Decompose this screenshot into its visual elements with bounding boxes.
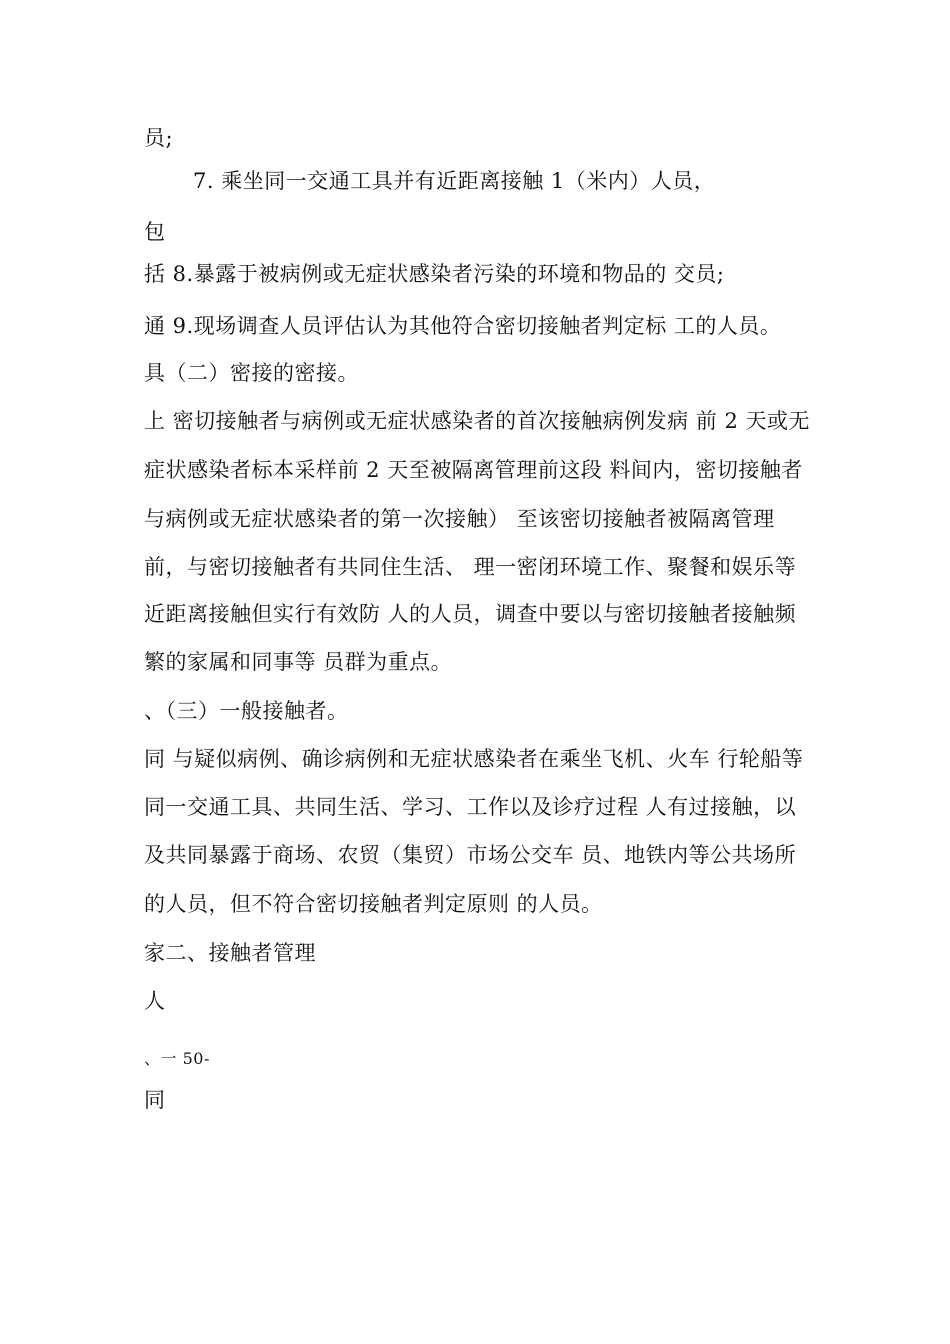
text-line-13: 、（三）一般接触者。	[144, 699, 349, 723]
text-line-6: 具（二）密接的密接。	[144, 361, 359, 385]
text-line-5: 通 9.现场调查人员评估认为其他符合密切接触者判定标 工的人员。	[144, 314, 782, 338]
text-line-18: 家二、接触者管理	[144, 941, 316, 965]
page-number-line: 、一 50-	[144, 1049, 210, 1068]
text-line-19: 人	[144, 989, 166, 1013]
text-line-12: 繁的家属和同事等 员群为重点。	[144, 650, 453, 674]
text-line-21: 同	[144, 1088, 166, 1112]
text-line-7: 上 密切接触者与病例或无症状感染者的首次接触病例发病 前 2 天或无	[144, 409, 811, 433]
text-line-1: 员;	[144, 126, 174, 150]
text-line-16: 及共同暴露于商场、农贸（集贸）市场公交车 员、地铁内等公共场所	[144, 843, 797, 867]
text-line-9: 与病例或无症状感染者的第一次接触） 至该密切接触者被隔离管理	[144, 507, 775, 531]
text-line-10: 前，与密切接触者有共同住生活、 理一密闭环境工作、聚餐和娱乐等	[144, 555, 797, 579]
text-line-14: 同 与疑似病例、确诊病例和无症状感染者在乘坐飞机、火车 行轮船等	[144, 747, 804, 771]
text-line-15: 同一交通工具、共同生活、学习、工作以及诊疗过程 人有过接触，以	[144, 795, 797, 819]
text-line-2: 7. 乘坐同一交通工具并有近距离接触 1（米内）人员，	[193, 169, 716, 193]
text-line-17: 的人员，但不符合密切接触者判定原则 的人员。	[144, 892, 603, 916]
text-line-11: 近距离接触但实行有效防 人的人员，调查中要以与密切接触者接触频	[144, 602, 797, 626]
text-line-3: 包	[144, 220, 166, 244]
text-line-8: 症状感染者标本采样前 2 天至被隔离管理前这段 料间内，密切接触者	[144, 458, 803, 482]
text-line-4: 括 8.暴露于被病例或无症状感染者污染的环境和物品的 交员;	[144, 262, 725, 286]
